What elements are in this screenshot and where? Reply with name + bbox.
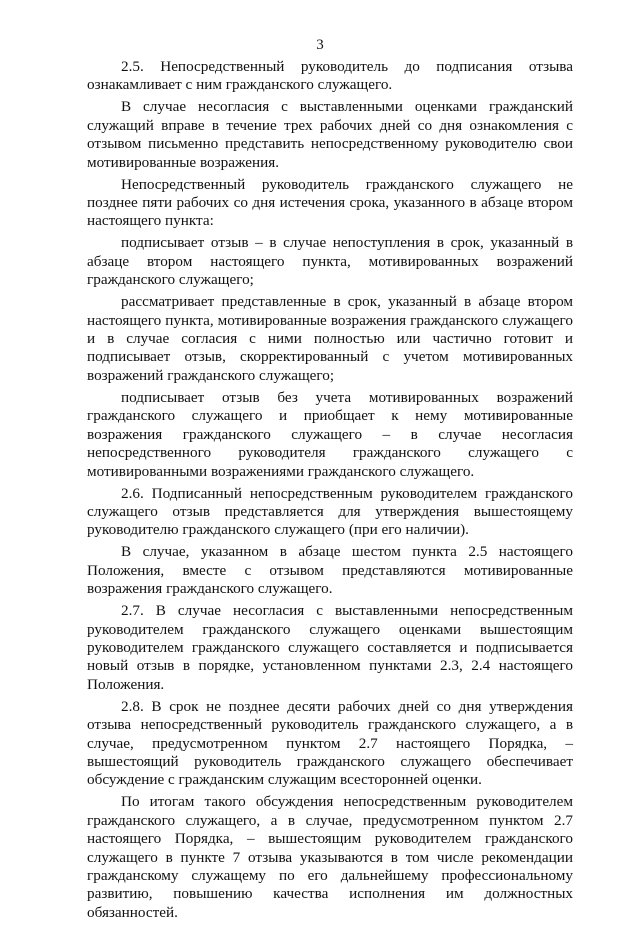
paragraph-discussion-results: По итогам такого обсуждения непосредственным руководителем гражданского служащего, а в случае, предусмотренном пунктом 2.7 настоящего Порядка, – вышестоящим руководителем гражданского служащего в пункте 7 отзыва указываются в том числе рекомендации гражданскому служащему по его дальнейшему профессиональному развитию, повышению качества исполнения им должностных обязанностей. (87, 793, 573, 921)
paragraph-2-5: 2.5. Непосредственный руководитель до подписания отзыва ознакамливает с ним гражданского служащего. (87, 58, 573, 94)
paragraph-disagreement: В случае несогласия с выставленными оценками гражданский служащий вправе в течение трех рабочих дней со дня ознакомления с отзывом письменно представить непосредственному руководителю свои мотивированные возражения. (87, 98, 573, 171)
paragraph-2-7: 2.7. В случае несогласия с выставленными непосредственным руководителем гражданского служащего оценками вышестоящим руководителем гражданского служащего составляется и подписывается новый отзыв в порядке, установленном пунктами 2.3, 2.4 настоящего Положения. (87, 602, 573, 693)
page-number: 3 (316, 37, 324, 53)
paragraph-signs-without-objections: подписывает отзыв без учета мотивированных возражений гражданского служащего и приобщает к нему мотивированные возражения гражданского служащего – в случае несогласия непосредственного руководителя гражданского служащего с мотивированными возражениями гражданского служащего. (87, 388, 573, 480)
paragraph-case-abzac-six: В случае, указанном в абзаце шестом пункта 2.5 настоящего Положения, вместе с отзывом представляются мотивированные возражения гражданского служащего. (87, 543, 573, 598)
paragraph-2-6: 2.6. Подписанный непосредственным руководителем гражданского служащего отзыв представляется для утверждения вышестоящему руководителю гражданского служащего (при его наличии). (87, 484, 573, 539)
paragraph-considers-objections: рассматривает представленные в срок, указанный в абзаце втором настоящего пункта, мотивированные возражения гражданского служащего и в случае согласия с ними полностью или частично готовит и подписывает отзыв, скорректированный с учетом мотивированных возражений гражданского служащего; (87, 293, 573, 384)
paragraph-signs-review: подписывает отзыв – в случае непоступления в срок, указанный в абзаце втором настоящего пункта, мотивированных возражений гражданского служащего; (87, 234, 573, 289)
paragraph-2-8: 2.8. В срок не позднее десяти рабочих дней со дня утверждения отзыва непосредственный руководитель гражданского служащего, а в случае, предусмотренном пунктом 2.7 настоящего Порядка, – вышестоящий руководитель гражданского служащего обеспечивает обсуждение с гражданским служащим всесторонней оценки. (87, 697, 573, 789)
document-body (87, 58, 573, 926)
paragraph-supervisor-duties: Непосредственный руководитель гражданского служащего не позднее пяти рабочих со дня истечения срока, указанного в абзаце втором настоящего пункта: (87, 175, 573, 230)
